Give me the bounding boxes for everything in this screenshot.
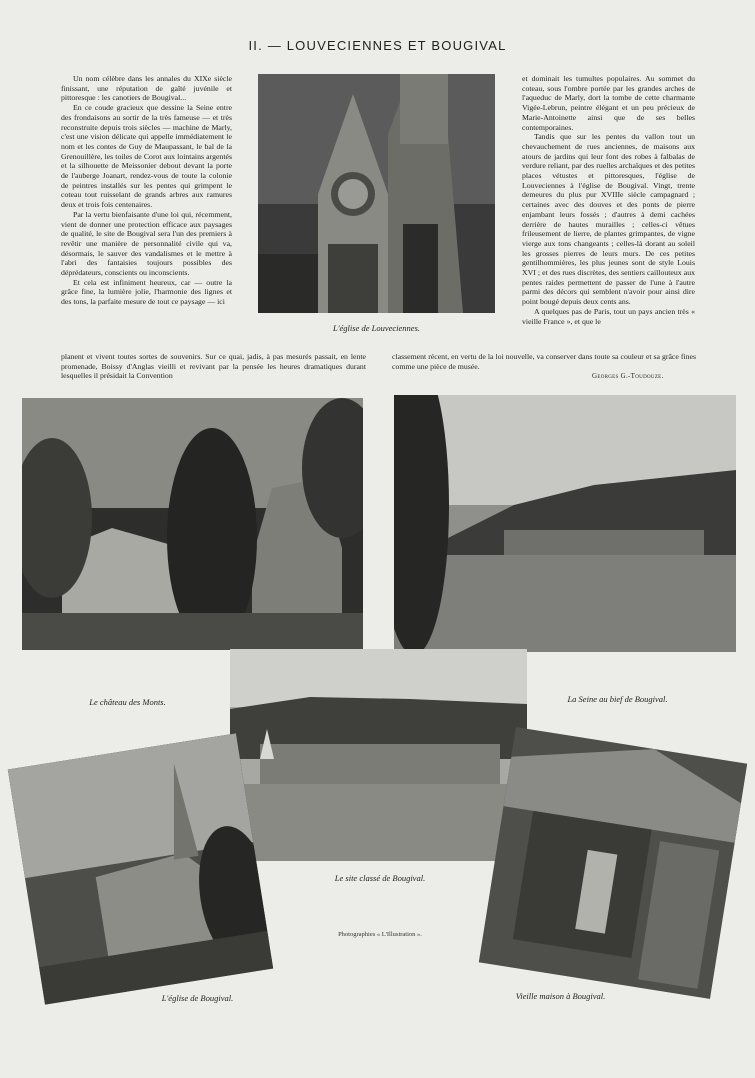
photo-church-bougival [8, 733, 273, 1004]
caption-church-bougival: L'église de Bougival. [161, 993, 234, 1003]
paragraph: Tandis que sur les pentes du vallon tout un chevauchement de rues anciennes, de maisons aux atours de jardins qui leur font des robes à falbalas de verdure reliant, par des ruelles archaïques et des petites places vétustes et pittoresques, l'église de Louveciennes à l'église de Bougival. Vingt, trente demeures du plus pur XVIIIe siècle campagnard ; certaines avec des douves et des ponts de pierre enjambant leurs fossés ; d'autres à demi cachées derrière de hautes murailles ; celles-ci vêtues frileusement de lierre, de plantes grimpantes, de vigne vierge aux tons changeants ; celles-là dorant au soleil les grosses pierres de leurs murs. De ces petites gentilhommières, les plus jeunes sont de style Louis XVI ; et des rues discrètes, des sentiers caillouteux aux pentes raides permettent de passer de l'une à l'autre parmi des décors qui semblent n'avoir pour ainsi dire point bougé depuis deux cents ans. [522, 132, 695, 307]
article-wide-bottom [61, 352, 366, 381]
caption-site: Le site classé de Bougival. [334, 873, 426, 883]
paragraph: Et cela est infiniment heureux, car — outre la grâce fine, la lumière jolie, l'harmonie des lignes et des tons, la parfaite mesure de tout ce paysage — ici [61, 277, 232, 307]
photo-site [230, 649, 527, 861]
photo-church-louveciennes [258, 74, 495, 313]
photo-seine [394, 395, 736, 652]
photo-credit: Photographies « L'Illustration ». [338, 931, 422, 938]
caption-church-louveciennes: L'église de Louveciennes. [332, 323, 421, 333]
paragraph: A quelques pas de Paris, tout un pays ancien très « vieille France », et que le [522, 306, 695, 326]
paragraph: En ce coude gracieux que dessine la Seine entre des frondaisons au sortir de la très fameuse — et très reconstruite depuis trois siècles — machine de Marly, c'est une vision délicate qui appelle immédiatement le nom et les contes de Guy de Maupassant, le bal de la Grenouillère, les toiles de Corot aux lointains argentés et la silhouette de Meissonier debout devant la porte de l'auberge Joanart, rendez-vous de toute la colonie de peintres installés sur les pentes qui grimpent le coteau tout ruisselant de grands arbres aux ramures deux et trois fois centenaires. [61, 103, 232, 210]
photo-chateau [22, 398, 363, 650]
author-signature: Georges G.-Toudouze. [592, 372, 664, 380]
paragraph: Par la vertu bienfaisante d'une loi qui, récemment, vient de donner une protection efficace aux paysages de qualité, le site de Bougival sera l'un des premiers à revêtir une manière de personnalité civile qui va, désormais, le sauver des vandalismes et le mettre à l'abri des fantaisies toujours possibles des déprédateurs, conscients ou inconscients. [61, 209, 232, 278]
paragraph: Un nom célèbre dans les annales du XIXe siècle finissant, une réputation de gaîté juvénile et pittoresque : les canotiers de Bougival... [61, 74, 232, 103]
caption-old-house: Vieille maison à Bougival. [515, 991, 606, 1001]
article-column-left [61, 74, 232, 307]
paragraph: planent et vivent toutes sortes de souvenirs. Sur ce quai, jadis, à pas mesurés passait, en lente promenade, Boissy d'Anglas vieilli et revivant par la pensée les heures dramatiques durant lesquelles il présidait la Convention [61, 352, 366, 381]
photo-old-house [479, 727, 747, 999]
article-right-bottom [392, 352, 696, 371]
paragraph: et dominait les tumultes populaires. Au sommet du coteau, sous l'ombre portée par les grandes arches de l'aqueduc de Marly, dort la tombe de cette charmante Vigée-Lebrun, peintre élégant et un peu précieux de Marie-Antoinette ainsi que de ses belles contemporaines. [522, 74, 695, 132]
caption-seine: La Seine au bief de Bougival. [567, 694, 668, 704]
article-column-right [522, 74, 695, 326]
paragraph: classement récent, en vertu de la loi nouvelle, va conserver dans toute sa couleur et sa grâce fines comme une pièce de musée. [392, 352, 696, 371]
page-title: II. — LOUVECIENNES ET BOUGIVAL [248, 38, 507, 53]
caption-chateau: Le château des Monts. [89, 697, 166, 707]
